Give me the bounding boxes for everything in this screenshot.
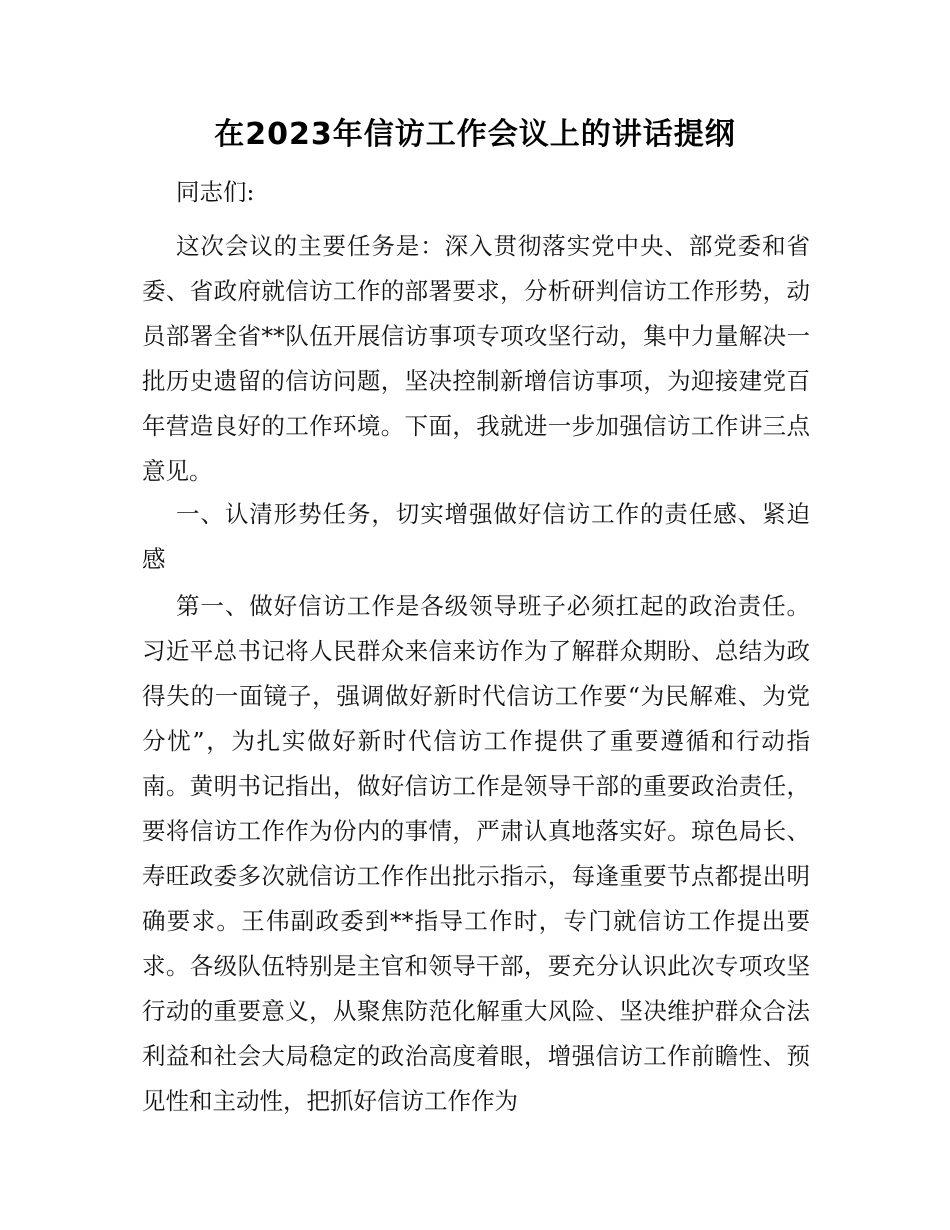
section-heading-1: 一、认清形势任务，切实增强做好信访工作的责任感、紧迫感 [142, 500, 810, 573]
greeting: 同志们: [176, 178, 255, 206]
document-title: 在2023年信访工作会议上的讲话提纲 [214, 117, 736, 152]
paragraph-point-1: 第一、做好信访工作是各级领导班子必须扛起的政治责任。习近平总书记将人民群众来信来访作为了解群众期盼、总结为政得失的一面镜子，强调做好新时代信访工作要“为民解难、为党分忧”，为扎实做好新时代信访工作提供了重要遵循和行动指南。黄明书记指出，做好信访工作是领导干部的重要政治责任，要将信访工作作为份内的事情，严肃认真地落实好。琼色局长、寿旺政委多次就信访工作作出批示指示，每逢重要节点都提出明确要求。王伟副政委到**指导工作时，专门就信访工作提出要求。各级队伍特别是主官和领导干部，要充分认识此次专项攻坚行动的重要意义，从聚焦防范化解重大风险、坚决维护群众合法利益和社会大局稳定的政治高度着眼，增强信访工作前瞻性、预见性和主动性，把抓好信访工作作为 [142, 592, 810, 1115]
paragraph-intro: 这次会议的主要任务是：深入贯彻落实党中央、部党委和省委、省政府就信访工作的部署要求，分析研判信访工作形势，动员部署全省**队伍开展信访事项专项攻坚行动，集中力量解决一批历史遗留的信访问题，坚决控制新增信访事项，为迎接建党百年营造良好的工作环境。下面，我就进一步加强信访工作讲三点意见。 [142, 232, 810, 485]
